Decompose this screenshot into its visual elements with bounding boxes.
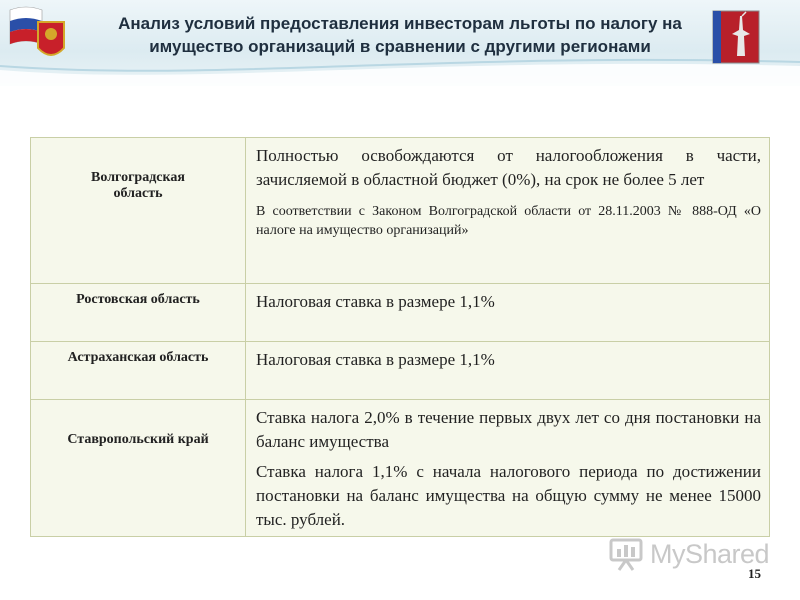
description-cell — [246, 138, 770, 284]
title-line-1: Анализ условий предоставления инвесторам льготы по налогу на — [118, 14, 682, 33]
volgograd-coat-of-arms-icon — [712, 10, 760, 64]
description-text: Полностью освобождаются от налогообложения в части, зачисляемой в областной бюджет (0%), на срок не более 5 лет — [256, 146, 761, 189]
myshared-watermark[interactable] — [608, 537, 768, 573]
description-text: Ставка налога 2,0% в течение первых двух лет со дня постановки на баланс имущества — [256, 408, 761, 451]
region-name: Волгоградская область — [91, 170, 185, 201]
law-reference-note: В соответствии с Законом Волгоградской области от 28.11.2003 № 888-ОД «О налоге на имущество организаций» — [256, 204, 761, 238]
table-row — [31, 400, 770, 537]
description-text: Налоговая ставка в размере 1,1% — [256, 292, 495, 311]
description-text: Налоговая ставка в размере 1,1% — [256, 350, 495, 369]
description-cell — [246, 342, 770, 400]
region-cell — [31, 400, 246, 537]
header-wave — [0, 56, 800, 90]
page-title — [80, 12, 720, 58]
region-name: Ростовская область — [76, 292, 200, 307]
description-cell — [246, 284, 770, 342]
table-row — [31, 284, 770, 342]
description-cell — [246, 400, 770, 537]
table-row — [31, 342, 770, 400]
watermark-text: MyShared — [650, 539, 770, 569]
title-line-2: имущество организаций в сравнении с другими регионами — [149, 37, 651, 56]
table-row — [31, 138, 770, 284]
region-cell — [31, 284, 246, 342]
comparison-table — [30, 137, 770, 537]
page-number: 15 — [748, 566, 761, 581]
russian-flag-emblem-icon — [8, 4, 70, 64]
region-name: Астраханская область — [67, 350, 209, 365]
region-cell — [31, 138, 246, 284]
slide-header — [0, 0, 800, 86]
region-name: Ставропольский край — [67, 432, 209, 447]
presentation-board-icon — [608, 537, 644, 571]
region-cell — [31, 342, 246, 400]
description-text: Ставка налога 1,1% с начала налогового периода по достижении постановки на баланс имущества на общую сумму не менее 15000 тыс. рублей. — [256, 462, 761, 529]
